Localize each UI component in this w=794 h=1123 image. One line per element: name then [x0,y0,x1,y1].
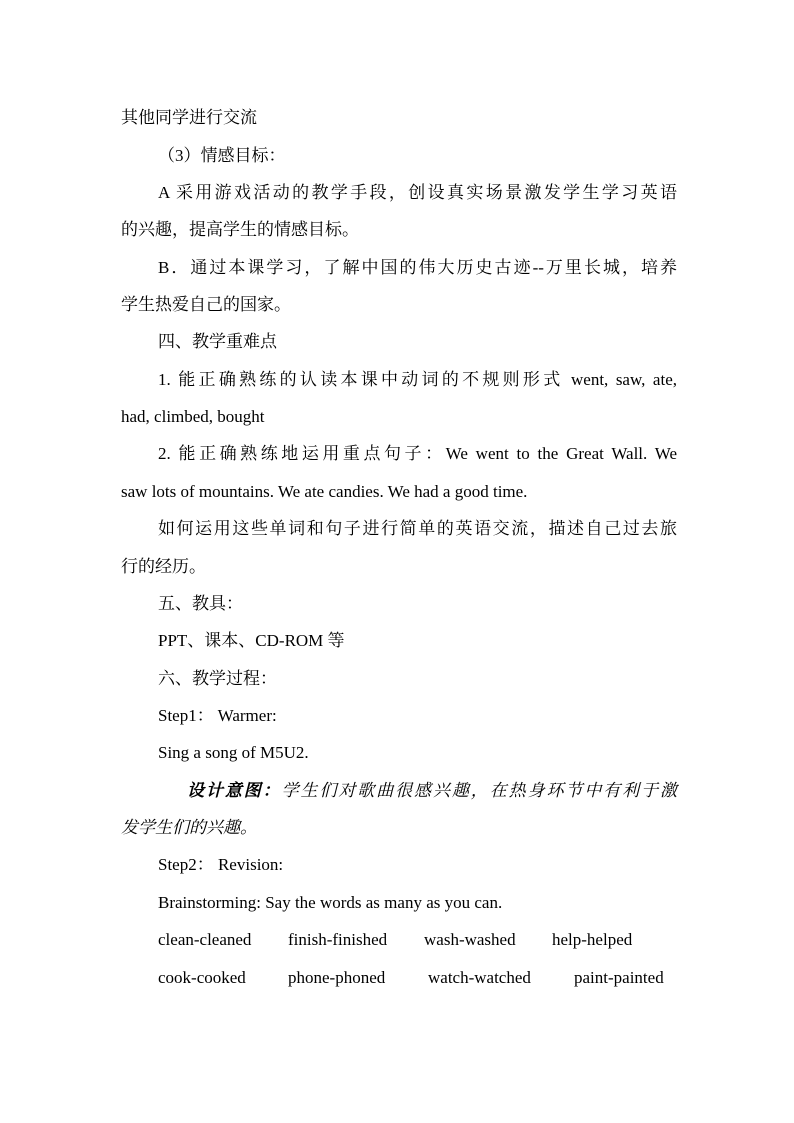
text-line: A 采用游戏活动的教学手段，创设真实场景激发学生学习英语 [158,183,677,202]
design-intent-line [187,779,677,803]
text-line: B．通过本课学习，了解中国的伟大历史古迹--万里长城，培养 [158,258,677,277]
design-intent-label: 设计意图： [187,781,282,800]
step2-title: Step2： Revision: [158,855,284,874]
text-line: Sing a song of M5U2. [158,743,309,762]
step1-title: Step1： Warmer: [158,706,277,725]
section-heading-affective-goals: （3）情感目标： [158,146,286,165]
word-list-row [158,928,678,952]
word-pair: finish-finished [288,930,388,949]
text-line: 2. 能正确熟练地运用重点句子：We went to the Great Wall. We [158,444,677,463]
text-line: 1. 能正确熟练的认读本课中动词的不规则形式 went, saw, ate, [158,370,677,389]
word-pair: clean-cleaned [158,930,252,949]
section-heading-teaching-aids: 五、教具： [158,594,243,613]
word-pair: phone-phoned [288,968,386,987]
word-pair: watch-watched [428,968,531,987]
word-pair: paint-painted [574,968,664,987]
text-line: 的兴趣，提高学生的情感目标。 [121,220,359,239]
word-list-row [158,966,678,990]
text-line: saw lots of mountains. We ate candies. We had a good time. [121,482,528,501]
text-line: PPT、课本、CD-ROM 等 [158,631,345,650]
design-intent-line: 发学生们的兴趣。 [121,818,257,837]
word-pair: cook-cooked [158,968,246,987]
text-line: 行的经历。 [121,557,206,576]
text-line: 学生热爱自己的国家。 [121,295,291,314]
brainstorming-line: Brainstorming: Say the words as many as you can. [158,893,503,912]
section-heading-key-points: 四、教学重难点 [158,332,277,351]
text-line: 如何运用这些单词和句子进行简单的英语交流，描述自己过去旅 [158,519,677,538]
text-line: 其他同学进行交流 [121,108,257,127]
word-pair: wash-washed [424,930,516,949]
text-line: had, climbed, bought [121,407,265,426]
section-heading-teaching-process: 六、教学过程： [158,669,277,688]
word-pair: help-helped [552,930,633,949]
design-intent-text: 学生们对歌曲很感兴趣，在热身环节中有利于激 [281,781,678,800]
